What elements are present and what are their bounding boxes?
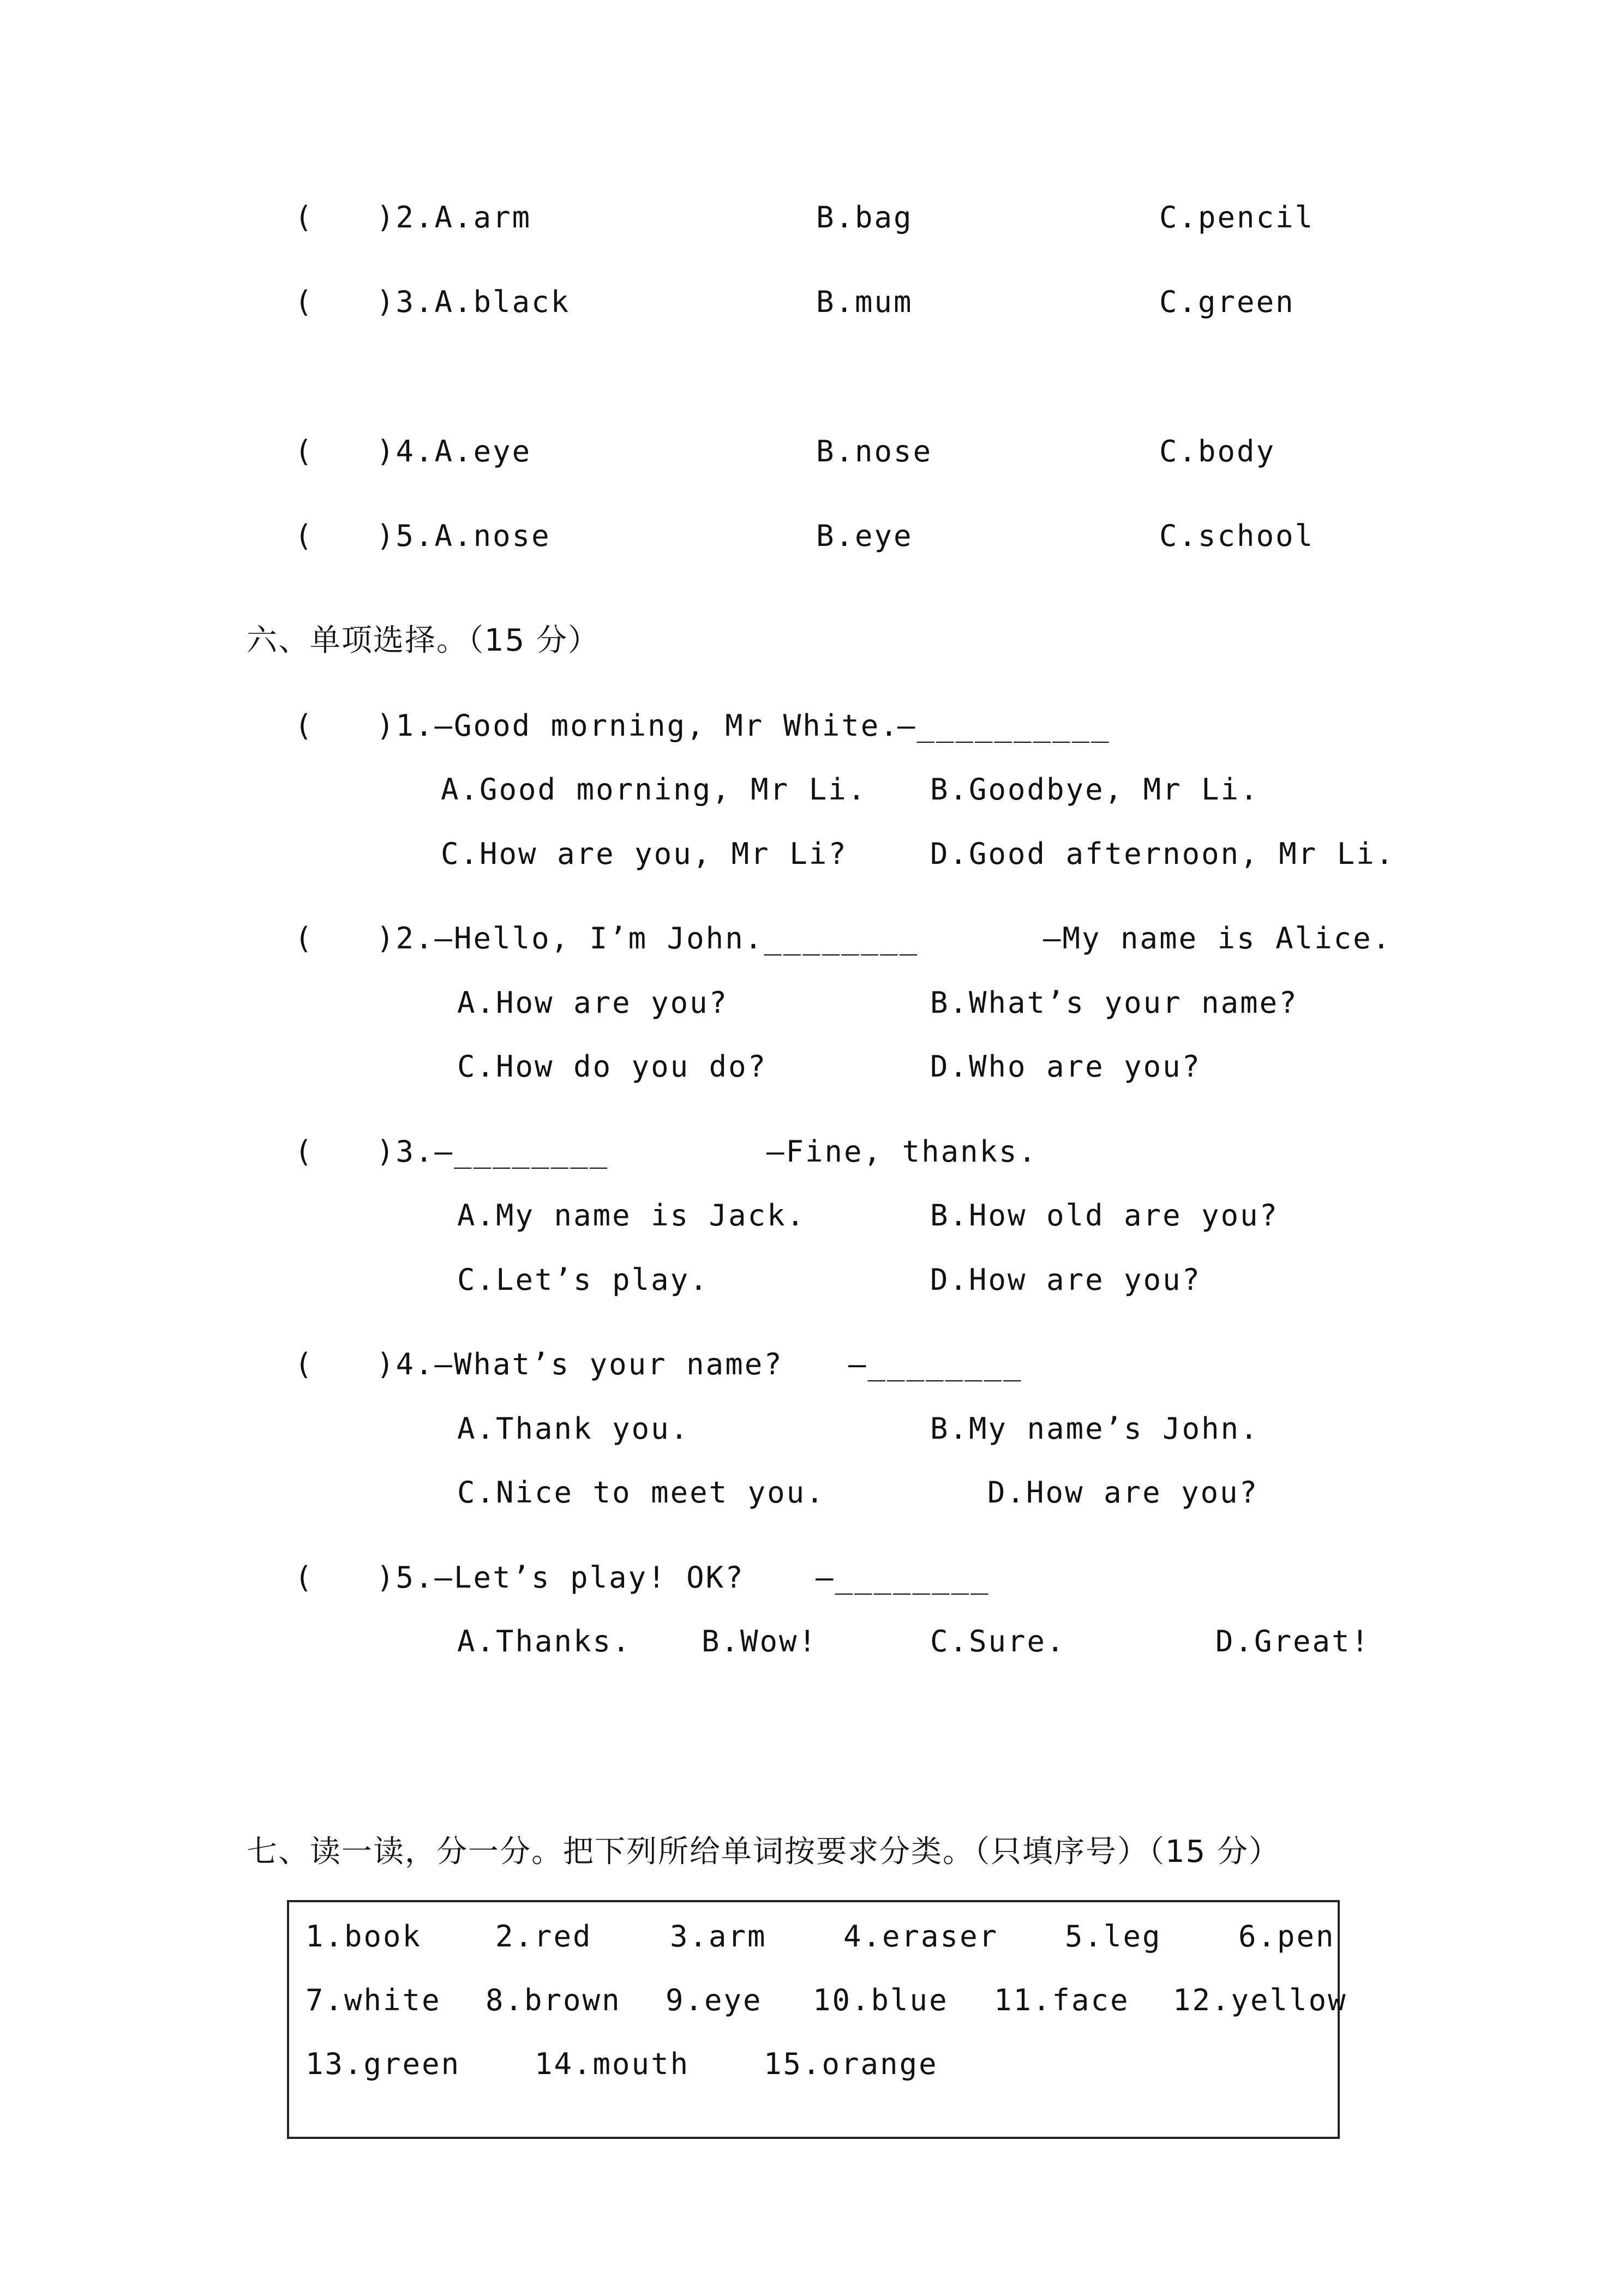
word-item: 14.mouth: [535, 2047, 690, 2081]
option-b: B.What’s your name?: [930, 985, 1298, 1020]
word-item: 12.yellow: [1173, 1983, 1347, 2017]
answer-bracket-open: (: [295, 921, 314, 955]
option-b: B.bag: [816, 200, 913, 235]
option-b: B.mum: [816, 285, 913, 319]
option-d: D.How are you?: [987, 1475, 1259, 1510]
answer-bracket-open: (: [295, 434, 314, 468]
option-c: C.green: [1159, 285, 1295, 319]
word-item: 2.red: [495, 1919, 592, 1954]
word-item: 5.leg: [1065, 1919, 1162, 1954]
question-stem: )2.—Hello, I’m John.________: [376, 921, 919, 955]
word-item: 15.orange: [764, 2047, 938, 2081]
option-c: C.Nice to meet you.: [457, 1475, 825, 1510]
option-a: A.Good morning, Mr Li.: [441, 772, 867, 807]
question-number: )4.A.eye: [376, 434, 532, 468]
answer-bracket-open: (: [295, 285, 314, 319]
option-c: C.school: [1159, 519, 1315, 553]
question-response: —__________: [897, 708, 1111, 743]
option-b: B.Wow!: [702, 1624, 818, 1658]
answer-bracket-open: (: [295, 519, 314, 553]
option-c: C.How are you, Mr Li?: [441, 837, 848, 871]
word-item: 8.brown: [486, 1983, 621, 2017]
word-item: 11.face: [994, 1983, 1130, 2017]
section-7-title: 七、读一读，分一分。把下列所给单词按要求分类。（只填序号）（15 分）: [247, 1834, 1281, 1870]
answer-bracket-open: (: [295, 1134, 314, 1169]
question-number: )3.A.black: [376, 285, 571, 319]
word-item: 6.pen: [1238, 1919, 1335, 1954]
question-stem: )5.—Let’s play! OK?: [376, 1560, 745, 1595]
word-bank-box: [287, 1900, 1340, 2139]
option-c: C.Sure.: [930, 1624, 1066, 1658]
option-d: D.How are you?: [930, 1263, 1202, 1297]
option-a: A.My name is Jack.: [457, 1198, 806, 1233]
option-a: A.Thanks.: [457, 1624, 632, 1658]
question-stem: )3.—________: [376, 1134, 609, 1169]
word-item: 10.blue: [813, 1983, 949, 2017]
option-b: B.How old are you?: [930, 1198, 1279, 1233]
question-response: —________: [848, 1347, 1023, 1381]
option-c: C.How do you do?: [457, 1049, 768, 1084]
option-b: B.My name’s John.: [930, 1411, 1260, 1446]
question-number: )5.A.nose: [376, 519, 551, 553]
question-response: —My name is Alice.: [1043, 921, 1392, 955]
question-number: )2.A.arm: [376, 200, 532, 235]
word-item: 7.white: [305, 1983, 441, 2017]
section-6-title: 六、单项选择。（15 分）: [247, 623, 600, 658]
answer-bracket-open: (: [295, 1560, 314, 1595]
answer-bracket-open: (: [295, 708, 314, 743]
option-c: C.pencil: [1159, 200, 1315, 235]
option-a: A.Thank you.: [457, 1411, 690, 1446]
question-response: —Fine, thanks.: [766, 1134, 1038, 1169]
option-a: A.How are you?: [457, 985, 729, 1020]
word-item: 4.eraser: [843, 1919, 999, 1954]
answer-bracket-open: (: [295, 200, 314, 235]
option-d: D.Good afternoon, Mr Li.: [930, 837, 1395, 871]
question-response: —________: [816, 1560, 990, 1595]
word-item: 3.arm: [670, 1919, 767, 1954]
option-b: B.Goodbye, Mr Li.: [930, 772, 1260, 807]
option-b: B.eye: [816, 519, 913, 553]
option-b: B.nose: [816, 434, 933, 468]
question-stem: )4.—What’s your name?: [376, 1347, 783, 1381]
option-c: C.body: [1159, 434, 1276, 468]
answer-bracket-open: (: [295, 1347, 314, 1381]
option-d: D.Who are you?: [930, 1049, 1202, 1084]
option-d: D.Great!: [1215, 1624, 1371, 1658]
option-c: C.Let’s play.: [457, 1263, 709, 1297]
question-stem: )1.—Good morning, Mr White.: [376, 708, 900, 743]
word-item: 9.eye: [666, 1983, 763, 2017]
word-item: 13.green: [305, 2047, 461, 2081]
word-item: 1.book: [305, 1919, 422, 1954]
